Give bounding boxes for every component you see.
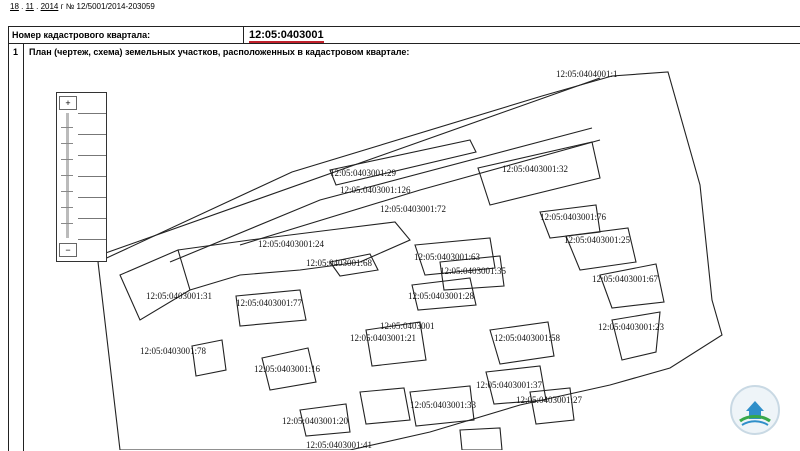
zoom-control[interactable] [56, 92, 80, 262]
plot-24-edge [178, 222, 410, 290]
plot-58 [490, 322, 554, 364]
plot-label: 12:05:0403001:24 [258, 239, 325, 249]
plot-label: 12:05:0403001:32 [502, 164, 569, 174]
layer-cell[interactable] [78, 219, 106, 240]
plot-label: 12:05:0403001:29 [330, 168, 397, 178]
plot-label: 12:05:0403001:28 [408, 291, 475, 301]
layer-cell[interactable] [78, 114, 106, 135]
layer-cell[interactable] [78, 177, 106, 198]
plot-label: 12:05:0403001:25 [564, 235, 631, 245]
plan-title: План (чертеж, схема) земельных участков, расположенных в кадастровом квартале: [29, 47, 410, 57]
plot-label: 12:05:0403001:76 [540, 212, 607, 222]
plot-label: 12:05:0403001:31 [146, 291, 213, 301]
plot-label: 12:05:0403001:27 [516, 395, 583, 405]
zoom-in-button[interactable]: + [59, 96, 77, 110]
plot-label: 12:05:0403001:37 [476, 380, 543, 390]
zoom-tick [61, 175, 73, 176]
house-logo-graphic [732, 387, 778, 433]
zoom-tick [61, 223, 73, 224]
layer-cell[interactable] [78, 156, 106, 177]
zoom-tick [61, 143, 73, 144]
date-day: 18 [10, 2, 19, 11]
plot-27 [530, 388, 574, 424]
plot-label: 12:05:0403001:33 [410, 400, 477, 410]
plot-77 [236, 290, 306, 326]
zoom-tick [61, 191, 73, 192]
zoom-tick [61, 127, 73, 128]
plot-23 [612, 312, 660, 360]
layer-cell[interactable] [78, 198, 106, 219]
plot-label: 12:05:0403001:77 [236, 298, 303, 308]
date-line: 18 . 11 . 2014 г № 12/5001/2014-203059 [10, 2, 155, 11]
plot-label: 12:05:0403001:126 [340, 185, 411, 195]
plot-20 [360, 388, 410, 424]
zoom-out-button[interactable]: − [59, 243, 77, 257]
document-number: г № 12/5001/2014-203059 [60, 2, 155, 11]
quarter-label: Номер кадастрового квартала: [12, 30, 151, 40]
house-logo-icon [730, 385, 780, 435]
plot-67 [600, 264, 664, 308]
plot-label: 12:05:0403001:58 [494, 333, 561, 343]
plot-label: 12:05:0403001:41 [306, 440, 373, 450]
layer-cell[interactable] [78, 93, 106, 114]
plot-label: 12:05:0403001:21 [350, 333, 417, 343]
zoom-tick [61, 207, 73, 208]
quarter-value: 12:05:0403001 [249, 29, 324, 41]
zoom-tick [61, 159, 73, 160]
plot-label: 12:05:0403001:20 [282, 416, 349, 426]
row-number: 1 [13, 47, 19, 57]
plot-31 [120, 250, 190, 320]
layer-cell[interactable] [78, 135, 106, 156]
date-month: 11 [25, 2, 34, 11]
plot-label: 12:05:0404001:1 [556, 69, 618, 79]
plot-label: 12:05:0403001:67 [592, 274, 659, 284]
plot-label: 12:05:0403001:78 [140, 346, 207, 356]
plot-extra [460, 428, 502, 450]
plot-label: 12:05:0403001:16 [254, 364, 321, 374]
plot-label: 12:05:0403001 [380, 321, 435, 331]
date-year: 2014 [40, 2, 59, 11]
plot-label: 12:05:0403001:72 [380, 204, 447, 214]
plot-label: 12:05:0403001:63 [414, 252, 481, 262]
plot-label: 12:05:0403001:35 [440, 266, 507, 276]
plot-label: 12:05:0403001:68 [306, 258, 373, 268]
plot-label: 12:05:0403001:23 [598, 322, 665, 332]
layer-panel [78, 92, 107, 262]
road-line-3 [240, 140, 600, 245]
